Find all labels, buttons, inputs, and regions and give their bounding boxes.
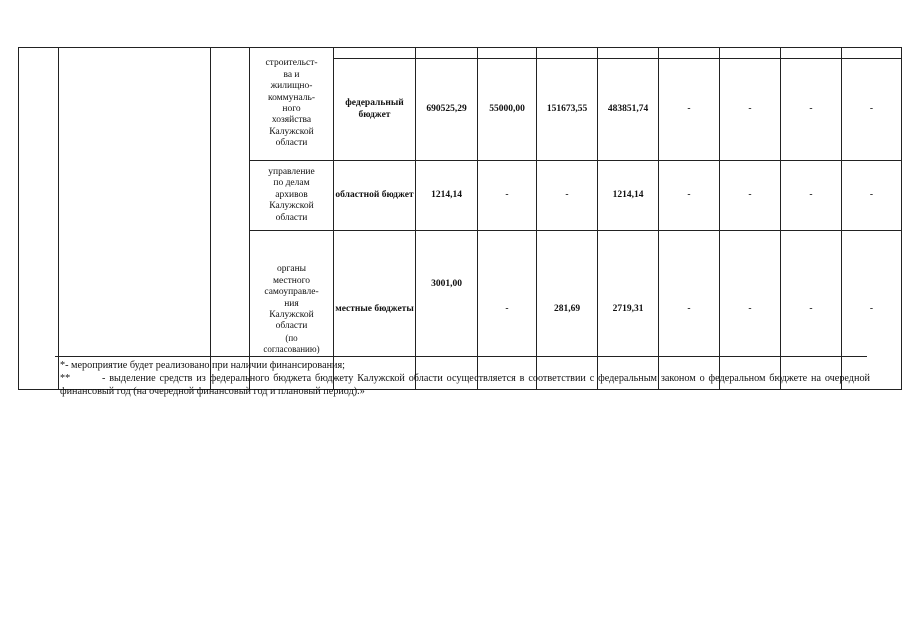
footnote-2-text: - выделение средств из федерального бюджета бюджету Калужской области осуществляется в соответствии с федеральным законом о федеральном бюджете на очередной финансовый год (на очередной финансовый год и плановый период).» bbox=[60, 373, 870, 397]
footnote-divider bbox=[55, 356, 867, 357]
executor-line: архивов bbox=[275, 189, 308, 200]
executor-line: самоуправле- bbox=[264, 287, 319, 298]
executor-line: хозяйства bbox=[271, 115, 312, 126]
executor-line: ного bbox=[282, 104, 301, 114]
executor-line: области bbox=[275, 212, 308, 223]
cell-empty bbox=[842, 48, 902, 59]
year-amount: - bbox=[537, 161, 598, 231]
footnote-2 bbox=[60, 372, 870, 398]
year-amount: 151673,55 bbox=[537, 59, 598, 161]
executor-line: коммуналь- bbox=[267, 92, 316, 103]
cell-measure-name bbox=[59, 48, 211, 390]
executor-line: жилищно- bbox=[270, 81, 313, 92]
cell-executor bbox=[250, 48, 334, 161]
cell-empty bbox=[598, 48, 659, 59]
year-amount: - bbox=[659, 59, 720, 161]
executor-line: ва и bbox=[283, 69, 300, 80]
year-amount: - bbox=[478, 231, 537, 390]
year-amount: - bbox=[720, 161, 781, 231]
cell-empty bbox=[416, 48, 478, 59]
year-amount: - bbox=[659, 231, 720, 390]
year-amount: 281,69 bbox=[537, 231, 598, 390]
cell-empty bbox=[659, 48, 720, 59]
cell-empty bbox=[720, 48, 781, 59]
table-top-strip bbox=[19, 48, 902, 59]
cell-period bbox=[211, 48, 250, 390]
executor-line: местного bbox=[272, 275, 311, 286]
cell-number bbox=[19, 48, 59, 390]
executor-note-line: согласованию) bbox=[263, 344, 320, 355]
executor-line: ния bbox=[284, 298, 299, 309]
year-amount: 483851,74 bbox=[598, 59, 659, 161]
executor-line: Калужской bbox=[269, 310, 314, 320]
executor-line: области bbox=[275, 321, 308, 332]
year-amount: - bbox=[781, 161, 842, 231]
executor-note-line: (по bbox=[285, 332, 298, 343]
total-amount: 1214,14 bbox=[416, 161, 478, 231]
executor-line: области bbox=[275, 138, 308, 149]
cell-empty bbox=[537, 48, 598, 59]
funding-source: местные бюджеты bbox=[334, 231, 416, 390]
total-amount: 690525,29 bbox=[416, 59, 478, 161]
year-amount: - bbox=[720, 59, 781, 161]
budget-table bbox=[18, 47, 902, 390]
year-amount: - bbox=[842, 59, 902, 161]
year-amount: - bbox=[781, 231, 842, 390]
year-amount: - bbox=[659, 161, 720, 231]
executor-line: управление bbox=[268, 166, 315, 177]
year-amount: 2719,31 bbox=[598, 231, 659, 390]
year-amount: 55000,00 bbox=[478, 59, 537, 161]
executor-line: по делам bbox=[273, 178, 310, 189]
year-amount: - bbox=[720, 231, 781, 390]
funding-source: федеральный бюджет bbox=[334, 59, 416, 161]
cell-empty bbox=[478, 48, 537, 59]
year-amount: - bbox=[781, 59, 842, 161]
executor-line: органы bbox=[276, 264, 307, 275]
executor-line: строительст- bbox=[265, 58, 318, 69]
footnote-1: *- мероприятие будет реализовано при наличии финансирования; bbox=[60, 360, 346, 371]
total-amount: 3001,00 bbox=[416, 231, 478, 390]
cell-empty bbox=[334, 48, 416, 59]
cell-executor bbox=[250, 161, 334, 231]
executor-line: Калужской bbox=[269, 201, 314, 212]
cell-empty bbox=[781, 48, 842, 59]
year-amount: - bbox=[842, 161, 902, 231]
funding-source: областной бюджет bbox=[334, 161, 416, 231]
year-amount: - bbox=[842, 231, 902, 390]
executor-line: Калужской bbox=[269, 126, 314, 137]
year-amount: - bbox=[478, 161, 537, 231]
footnote-2-mark: ** bbox=[60, 373, 71, 384]
year-amount: 1214,14 bbox=[598, 161, 659, 231]
